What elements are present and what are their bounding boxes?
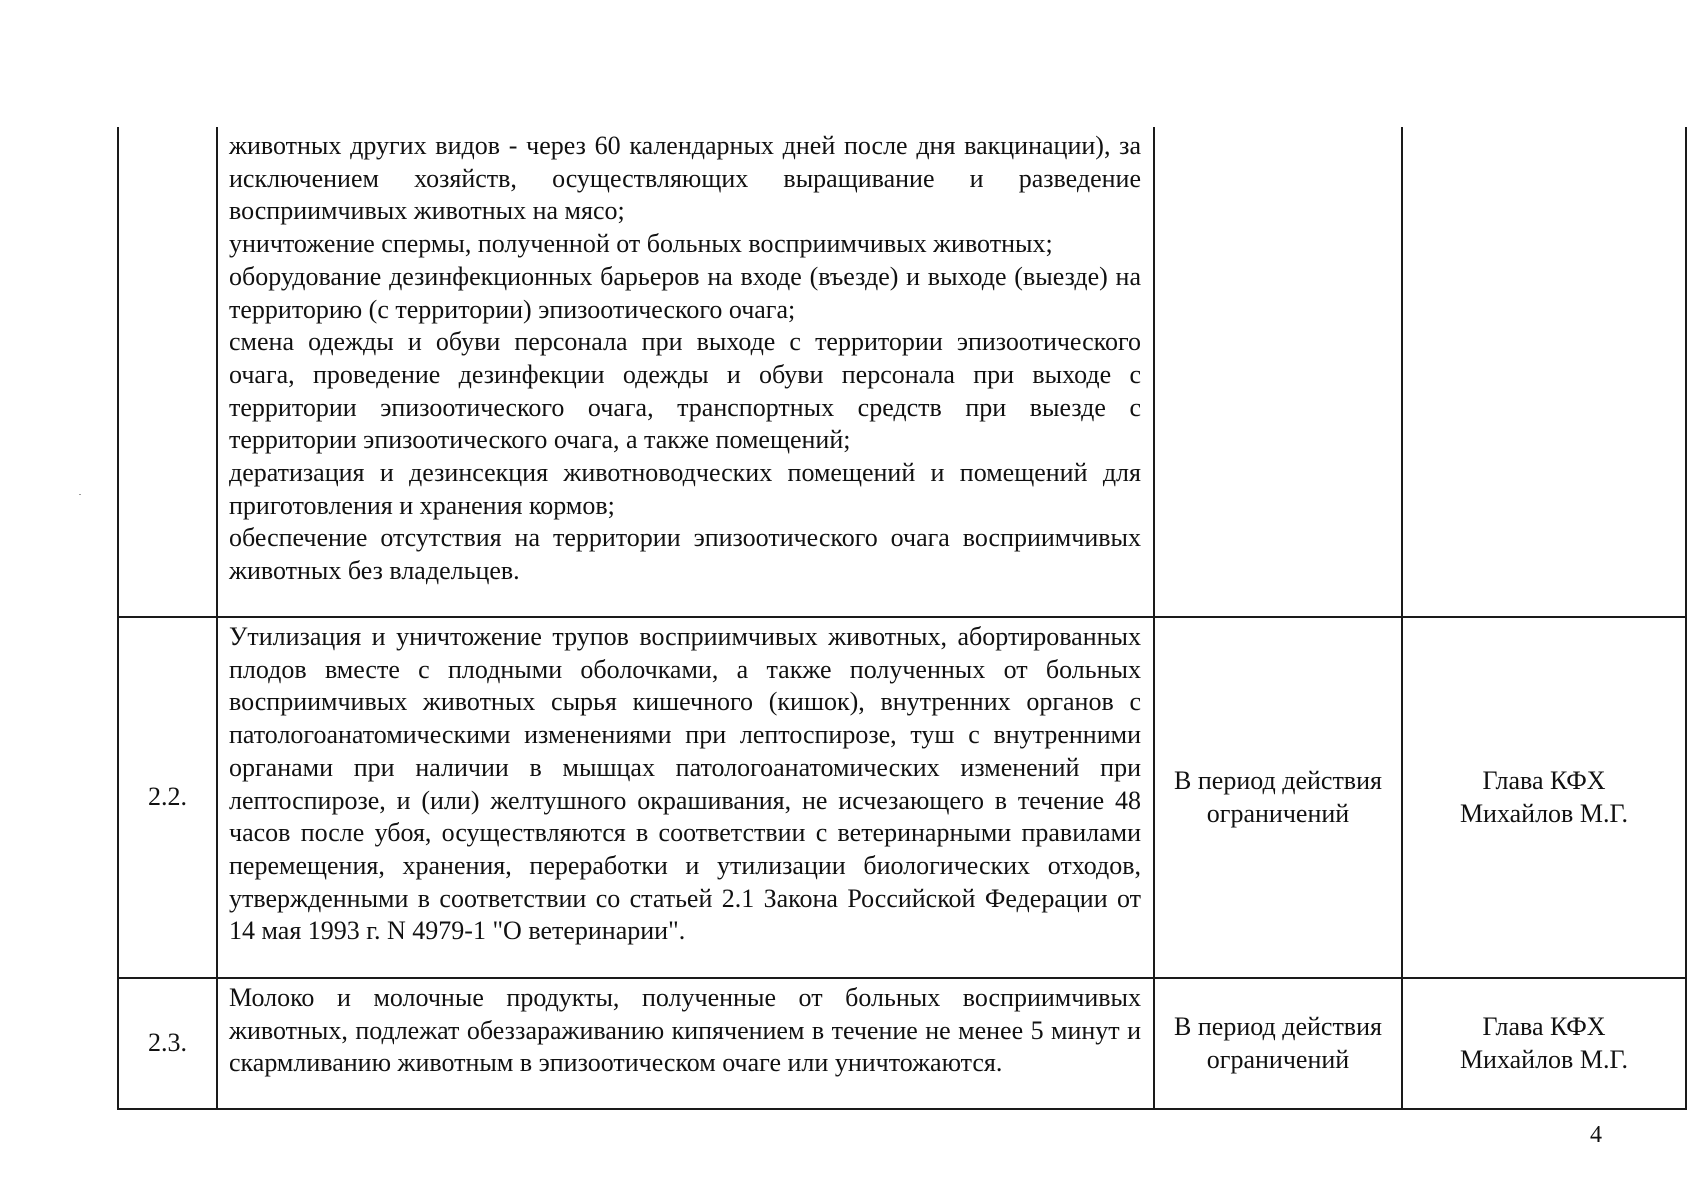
period-cell — [1154, 617, 1402, 978]
period-line: ограничений — [1206, 798, 1350, 828]
responsible-line: Михайлов М.Г. — [1459, 798, 1629, 828]
measure-description — [217, 617, 1154, 978]
measure-description — [217, 978, 1154, 1109]
table-row — [118, 127, 1686, 617]
period-line: ограничений — [1206, 1044, 1350, 1074]
scan-speck — [79, 494, 81, 495]
measure-paragraph: Молоко и молочные продукты, полученные от больных восприимчивых животных, подлежат обеззараживанию кипячением в течение не менее 5 минут и скармливанию животным в эпизоотическом очаге или уничтожаются. — [229, 983, 1141, 1078]
period-line: В период действия — [1174, 765, 1382, 795]
period-line: В период действия — [1174, 1011, 1382, 1041]
measure-paragraph: уничтожение спермы, полученной от больных восприимчивых животных; — [229, 229, 1053, 259]
responsible-cell — [1402, 127, 1686, 617]
responsible-line: Глава КФХ — [1482, 1011, 1606, 1041]
period-cell — [1154, 978, 1402, 1109]
item-number: 2.3. — [118, 978, 217, 1109]
measure-paragraph: оборудование дезинфекционных барьеров на входе (въезде) и выходе (выезде) на территорию (с территории) эпизоотического очага; — [229, 261, 1141, 324]
measure-description — [217, 127, 1154, 617]
page-number: 4 — [1590, 1122, 1602, 1148]
measure-paragraph: Утилизация и уничтожение трупов восприимчивых животных, абортированных плодов вместе с плодными оболочками, а также полученных от больных восприимчивых животных сырья кишечного (кишок), внутренних органов с патологоанатомическими изменениями при лептоспирозе, туш с внутренними органами при наличии в мышцах патологоанатомических изменений при лептоспирозе, и (или) желтушного окрашивания, не исчезающего в течение 48 часов после убоя, осуществляются в соответствии с ветеринарными правилами перемещения, хранения, переработки и утилизации биологических отходов, утвержденными в соответствии со статьей 2.1 Закона Российской Федерации от 14 мая 1993 г. N 4979-1 "О ветеринарии". — [229, 622, 1141, 946]
responsible-cell — [1402, 978, 1686, 1109]
responsible-line: Михайлов М.Г. — [1459, 1044, 1629, 1074]
table-row — [118, 617, 1686, 978]
measure-paragraph: животных других видов - через 60 календарных дней после дня вакцинации), за исключением хозяйств, осуществляющих выращивание и разведение восприимчивых животных на мясо; — [229, 131, 1141, 226]
item-number — [118, 127, 217, 617]
measure-paragraph: обеспечение отсутствия на территории эпизоотического очага восприимчивых животных без владельцев. — [229, 523, 1141, 586]
item-number: 2.2. — [118, 617, 217, 978]
table-row — [118, 978, 1686, 1109]
period-cell — [1154, 127, 1402, 617]
responsible-line: Глава КФХ — [1482, 765, 1606, 795]
measures-table — [117, 127, 1687, 1110]
measure-paragraph: дератизация и дезинсекция животноводческих помещений и помещений для приготовления и хранения кормов; — [229, 458, 1141, 520]
measure-paragraph: смена одежды и обуви персонала при выходе с территории эпизоотического очага, проведение дезинфекции одежды и обуви персонала при выходе с территории эпизоотического очага, транспортных средств при выезде с территории эпизоотического очага, а также помещений; — [229, 327, 1141, 455]
responsible-cell — [1402, 617, 1686, 978]
